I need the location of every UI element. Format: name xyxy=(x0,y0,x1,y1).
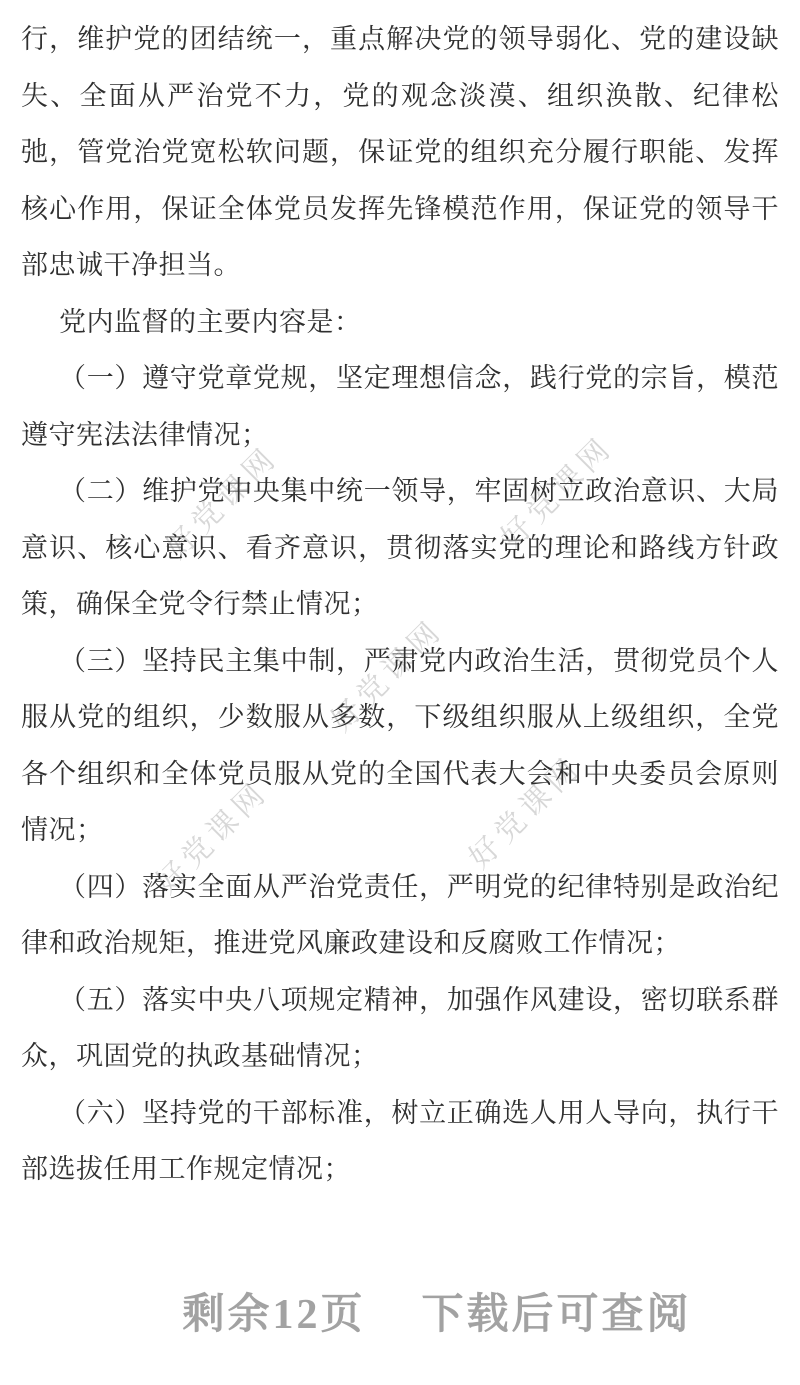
watermark-text: 好党课网 xyxy=(159,439,286,566)
paragraph: （五）落实中央八项规定精神，加强作风建设，密切联系群众，巩固党的执政基础情况； xyxy=(21,984,779,1071)
watermark-text: 好党课网 xyxy=(149,774,276,901)
paragraph: （一）遵守党章党规，坚定理想信念，践行党的宗旨，模范遵守宪法法律情况； xyxy=(21,363,779,450)
paragraph: （四）落实全面从严治党责任，严明党的纪律特别是政治纪律和政治规矩，推进党风廉政建设和反腐败工作情况； xyxy=(21,871,779,958)
paragraph: 党内监督的主要内容是： xyxy=(59,306,362,337)
paragraph: （二）维护党中央集中统一领导，牢固树立政治意识、大局意识、核心意识、看齐意识，贯彻落实党的理论和路线方针政策，确保全党令行禁止情况； xyxy=(21,476,779,619)
remaining-pages-label: 剩余12页 xyxy=(182,1292,366,1338)
paragraph: （六）坚持党的干部标准，树立正确选人用人导向，执行干部选拔任用工作规定情况； xyxy=(21,1097,779,1184)
watermark-text: 好党课网 xyxy=(494,429,621,556)
paragraph: 行，维护党的团结统一，重点解决党的领导弱化、党的建设缺失、全面从严治党不力，党的观念淡漠、组织涣散、纪律松弛，管党治党宽松软问题，保证党的组织充分履行职能、发挥核心作用，保证全体党员发挥先锋模范作用，保证党的领导干部忠诚干净担当。 xyxy=(21,24,779,280)
paragraph: （三）坚持民主集中制，严肃党内政治生活，贯彻党员个人服从党的组织，少数服从多数，下级组织服从上级组织，全党各个组织和全体党员服从党的全国代表大会和中央委员会原则情况； xyxy=(21,645,779,845)
download-hint-label: 下载后可查阅 xyxy=(421,1292,692,1338)
download-notice xyxy=(0,1281,800,1341)
watermark-text: 好党课网 xyxy=(324,612,451,739)
watermark-text: 好党课网 xyxy=(462,749,589,876)
